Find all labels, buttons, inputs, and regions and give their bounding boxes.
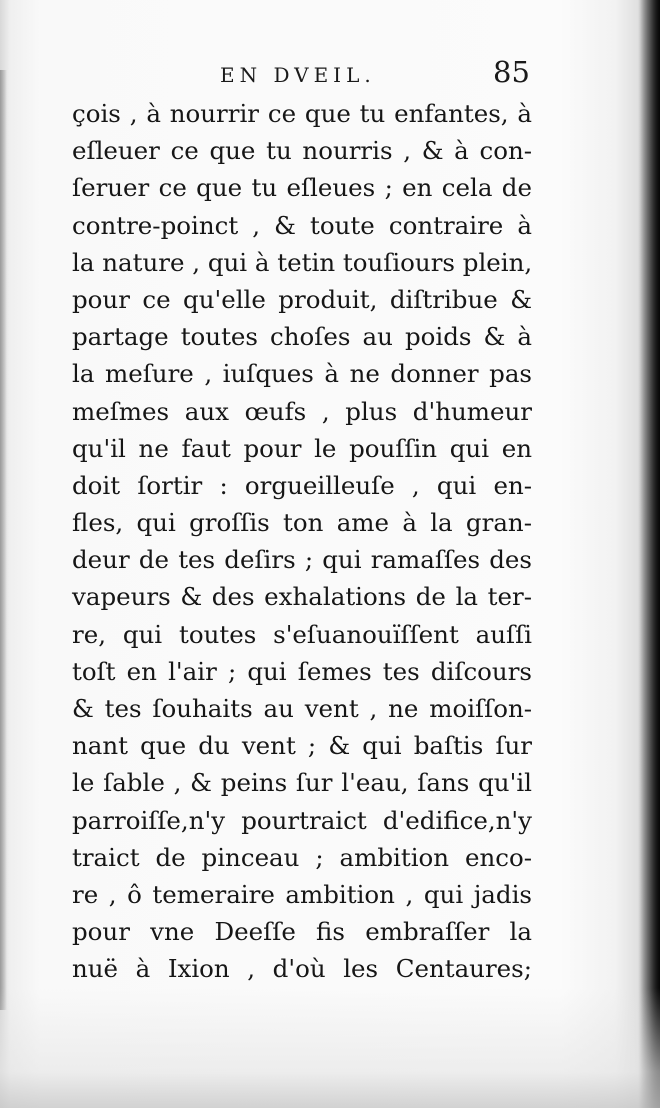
text-line: nuë à Ixion , d'où les Centaures; <box>72 954 532 984</box>
text-line: contre-poinct , & toute contraire à <box>72 210 532 240</box>
text-line: & tes ſouhaits au vent , ne moiſſon- <box>72 694 532 723</box>
text-line: fles, qui groſſis ton ame à la gran- <box>72 508 532 538</box>
text-line: pour ce qu'elle produit, diſtribue & <box>72 284 532 314</box>
text-line: nant que du vent ; & qui baſtis ſur <box>72 731 532 761</box>
page-number: 85 <box>493 55 530 89</box>
text-line: pour vne Deeſſe fis embraſſer la <box>72 917 532 947</box>
text-line: la nature , qui à tetin touſiours plein, <box>72 247 533 277</box>
page-header <box>210 55 540 95</box>
body-text <box>72 95 532 988</box>
page-edge-shadow <box>638 0 660 1108</box>
text-line: parroiſſe,n'y pourtraict d'edifice,n'y <box>72 805 532 835</box>
text-line: meſmes aux œufs , plus d'humeur <box>72 396 532 426</box>
text-line: re, qui toutes s'eſuanouïſſent auſſi <box>72 619 532 649</box>
text-line: ſeruer ce que tu eſleues ; en cela de <box>72 173 532 203</box>
text-line: re , ô temeraire ambition , qui jadis <box>72 879 532 909</box>
text-line: qu'il ne faut pour le pouſſin qui en <box>72 433 532 463</box>
page-gutter-shadow <box>0 70 7 1010</box>
running-head: EN DVEIL. <box>220 63 376 87</box>
text-line: toſt en l'air ; qui ſemes tes diſcours <box>72 656 532 686</box>
text-line: eſleuer ce que tu nourris , & à con- <box>72 136 532 166</box>
text-line: traict de pinceau ; ambition enco- <box>72 842 532 872</box>
text-line: deur de tes deſirs ; qui ramaſſes des <box>72 545 532 575</box>
text-line: le ſable , & peins ſur l'eau, ſans qu'il <box>72 768 532 798</box>
text-line: la meſure , iuſques à ne donner pas <box>72 359 532 389</box>
text-line: vapeurs & des exhalations de la ter- <box>72 582 532 612</box>
text-line: doit ſortir : orgueilleuſe , qui en- <box>72 470 532 500</box>
text-line: partage toutes choſes au poids & à <box>72 322 532 352</box>
text-line: çois , à nourrir ce que tu enfantes, à <box>72 99 532 128</box>
